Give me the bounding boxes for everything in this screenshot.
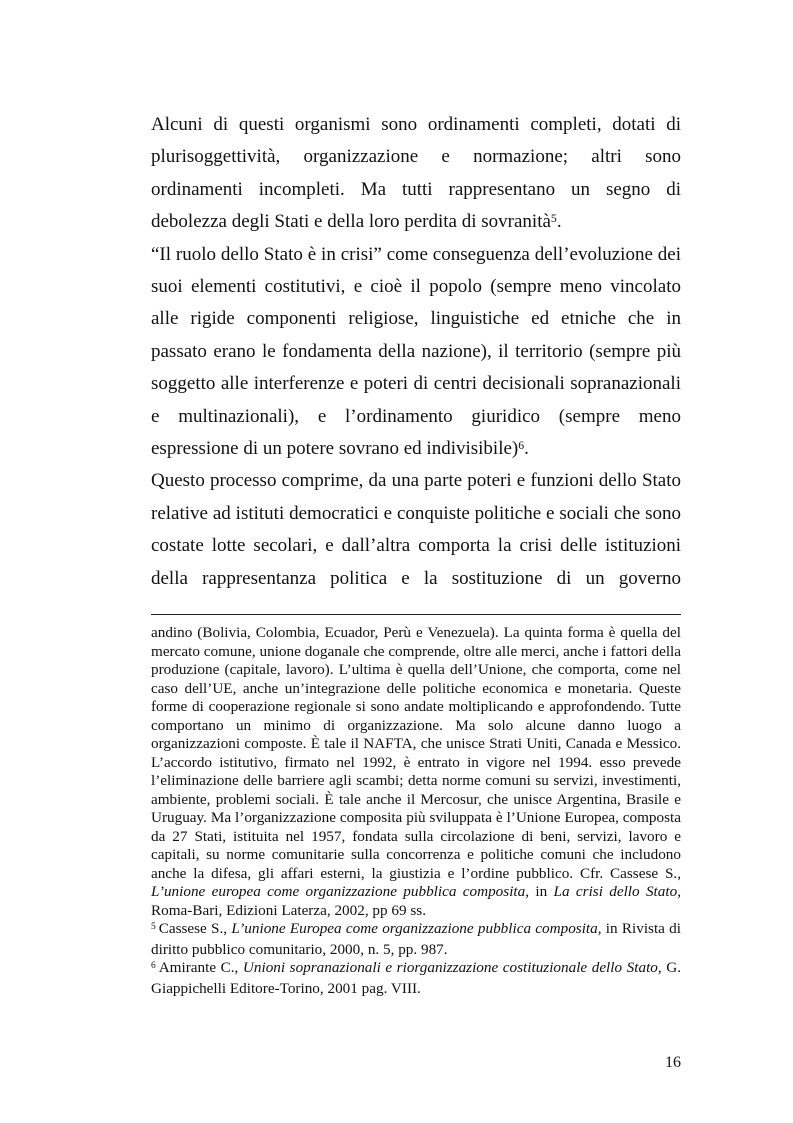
footnote-6: $^6$ Amirante C., Unioni sopranazionali e riorganizzazione costituzionale dello Stato, G. Giappichelli Editore-Torino, 2001 pag. VIII. bbox=[151, 959, 682, 997]
footnote-ref-5[interactable]: 5 bbox=[550, 211, 557, 225]
paragraph-1: Alcuni di questi organismi sono ordinamenti completi, dotati di plurisoggettività, organizzazione e normazione; altri sono ordinamenti incompleti. Ma tutti rappresentano un segno di debolezza degli Stati e della loro perdita di sovranità$^5$. bbox=[151, 114, 681, 233]
main-text bbox=[151, 109, 681, 595]
footnote-continued: andino (Bolivia, Colombia, Ecuador, Perù e Venezuela). La quinta forma è quella del mercato comune, unione doganale che comprende, oltre alle merci, anche i fattori della produzione (capitale, lavoro). L’ultima è quella dell’Unione, che comporta, come nel caso dell’UE, anche un’integrazione delle politiche economica e monetaria. Queste forme di cooperazione regionale si sono andate moltiplicando e approfondendo. Tutte comportano un minimo di organizzazione. Ma solo alcune danno luogo a organizzazioni composte. È tale il NAFTA, che unisce Strati Uniti, Canada e Messico. L’accordo istitutivo, firmato nel 1992, è entrato in vigore nel 1994. esso prevede l’eliminazione delle barriere agli scambi; detta norme comuni su servizi, investimenti, ambiente, problemi sociali. È tale anche il Mercosur, che unisce Argentina, Brasile e Uruguay. Ma l’organizzazione composita più sviluppata è l’Unione Europea, composta da 27 Stati, istituita nel 1957, fondata sulla circolazione di beni, servizi, lavoro e capitali, su norme comunitarie sulla concorrenza e politiche comuni che includono anche la difesa, gli affari esterni, la giustizia e l’ordine pubblico. Cfr. Cassese S., L’unione europea come organizzazione pubblica composita, in La crisi dello Stato, Roma-Bari, Edizioni Laterza, 2002, pp 69 ss. bbox=[151, 624, 681, 919]
footnote-5-number: 5 bbox=[151, 921, 156, 932]
paragraph-3: Questo processo comprime, da una parte poteri e funzioni dello Stato relative ad istituti democratici e conquiste politiche e sociali che sono costate lotte secolari, e dall’altra comporta la crisi delle istituzioni della rappresentanza politica e la sostituzione di un governo bbox=[151, 470, 681, 589]
footnote-5: $^5$ Cassese S., L’unione Europea come organizzazione pubblica composita, in Rivista di diritto pubblico comunitario, 2000, n. 5, pp. 987. bbox=[151, 920, 681, 958]
footnotes bbox=[151, 624, 681, 998]
footnote-separator bbox=[151, 614, 681, 615]
footnote-6-number: 6 bbox=[151, 960, 156, 971]
page-number: 16 bbox=[665, 1054, 681, 1071]
paragraph-2: “Il ruolo dello Stato è in crisi” come conseguenza dell’evoluzione dei suoi elementi costitutivi, e cioè il popolo (sempre meno vincolato alle rigide componenti religiose, linguistiche ed etniche che in passato erano le fondamenta della nazione), il territorio (sempre più soggetto alle interferenze e poteri di centri decisionali sopranazionali e multinazionali), e l’ordinamento giuridico (sempre meno espressione di un potere sovrano ed indivisibile)$^6$. bbox=[151, 243, 681, 460]
footnote-ref-6[interactable]: 6 bbox=[518, 438, 525, 452]
